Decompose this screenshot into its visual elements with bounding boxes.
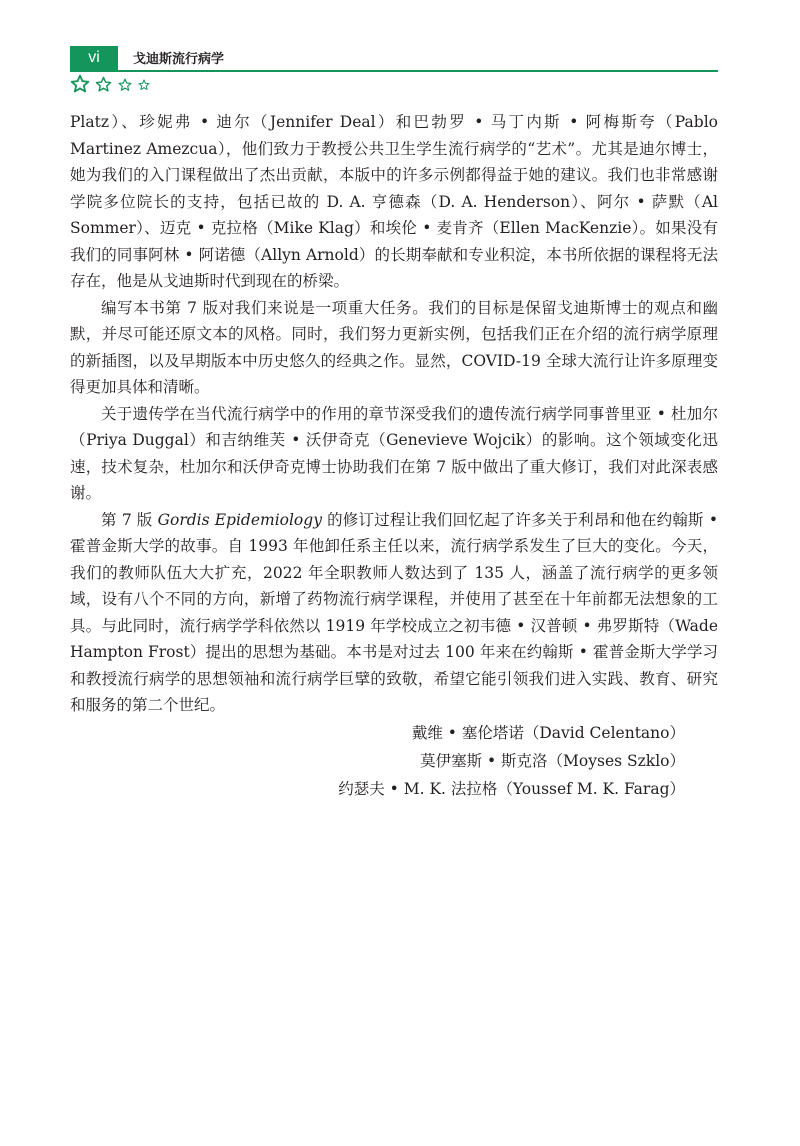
page-header (70, 46, 718, 72)
paragraph-4-lead: 第 7 版 (101, 510, 158, 529)
signature-farag: 约瑟夫 • M. K. 法拉格（Youssef M. K. Farag） (338, 780, 685, 798)
star-outline-icon (138, 79, 150, 91)
paragraph-4-body: 的修订过程让我们回忆起了许多关于利昂和他在约翰斯 • 霍普金斯大学的故事。自 1993 年他卸任系主任以来，流行病学系发生了巨大的变化。今天，我们的教师队伍大大扩充，2022 年全职教师人数达到了 135 人，涵盖了流行病学的更多领域，设有八个不同的方向，新增了药物流行病学课程，并使用了甚至在十年前都无法想象的工具。与此同时，流行病学学科依然以 1919 年学校成立之初韦德 • 汉普顿 • 弗罗斯特（Wade Hampton Frost）提出的思想为基础。本书是对过去 100 年来在约翰斯 • 霍普金斯大学学习和教授流行病学的思想领袖和流行病学巨擘的致敬，希望它能引领我们进入实践、教育、研究和服务的第二个世纪。 (70, 510, 718, 714)
paragraph-3: 关于遗传学在当代流行病学中的作用的章节深受我们的遗传流行病学同事普里亚 • 杜加尔（Priya Duggal）和吉纳维芙 • 沃伊奇克（Genevieve Wojcik）的影响。这个领域变化迅速，技术复杂，杜加尔和沃伊奇克博士协助我们在第 7 版中做出了重大修订，我们对此深表感谢。 (70, 404, 718, 502)
paragraph-4 (70, 507, 718, 719)
page-number: vi (70, 46, 118, 70)
paragraph-1: Platz）、珍妮弗 • 迪尔（Jennifer Deal）和巴勃罗 • 马丁内斯 • 阿梅斯夸（Pablo Martinez Amezcua），他们致力于教授公共卫生学生流行病学的“艺术”。尤其是迪尔博士，她为我们的入门课程做出了杰出贡献，本版中的许多示例都得益于她的建议。我们也非常感谢学院多位院长的支持，包括已故的 D. A. 亨德森（D. A. Henderson）、阿尔 • 萨默（Al Sommer）、迈克 • 克拉格（Mike Klag）和埃伦 • 麦肯齐（Ellen MacKenzie）。如果没有我们的同事阿林 • 阿诺德（Allyn Arnold）的长期奉献和专业积淀，本书所依据的课程将无法存在，他是从戈迪斯时代到现在的桥梁。 (70, 113, 718, 290)
running-title: 戈迪斯流行病学 (133, 52, 225, 67)
star-outline-icon (95, 76, 112, 93)
body-text (70, 109, 718, 719)
star-outline-icon (70, 74, 90, 94)
header-rule (70, 70, 718, 72)
book-title: Gordis Epidemiology (157, 510, 322, 529)
star-outline-icon (118, 78, 132, 92)
signature-block (300, 719, 685, 803)
paragraph-2: 编写本书第 7 版对我们来说是一项重大任务。我们的目标是保留戈迪斯博士的观点和幽默，并尽可能还原文本的风格。同时，我们努力更新实例，包括我们正在介绍的流行病学原理的新插图，以及早期版本中历史悠久的经典之作。显然，COVID-19 全球大流行让许多原理变得更加具体和清晰。 (70, 298, 718, 396)
signature-celentano: 戴维 • 塞伦塔诺（David Celentano） (411, 724, 685, 742)
signature-szklo: 莫伊塞斯 • 斯克洛（Moyses Szklo） (420, 752, 685, 770)
